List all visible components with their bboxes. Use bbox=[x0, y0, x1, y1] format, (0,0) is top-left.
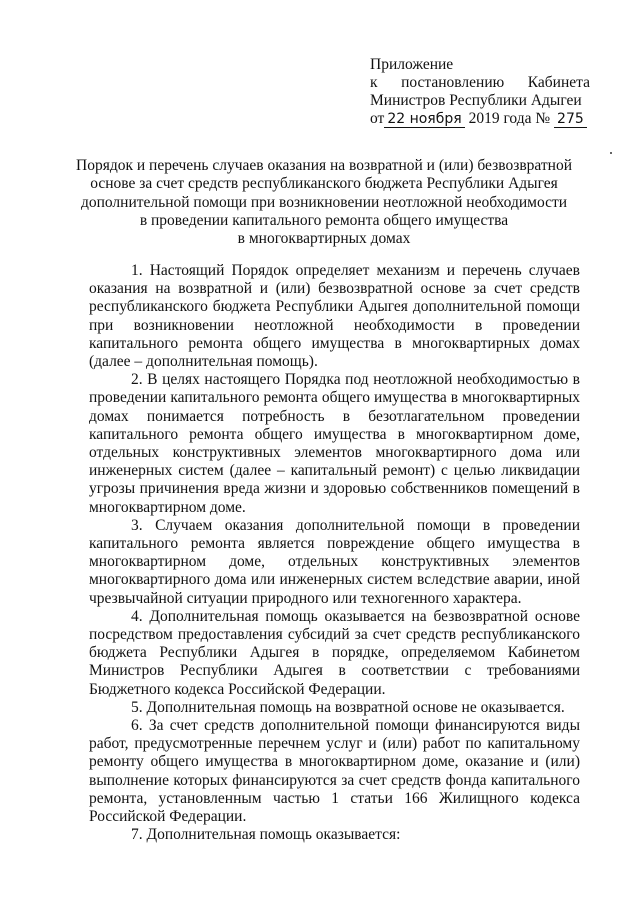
handwritten-date: 22 ноября bbox=[384, 112, 464, 128]
title-line: Порядок и перечень случаев оказания на возвратной и (или) безвозвратной bbox=[76, 157, 572, 174]
appendix-label: Приложение bbox=[370, 56, 454, 73]
appendix-header bbox=[370, 56, 590, 128]
title-line: дополнительной помощи при возникновении неотложной необходимости bbox=[80, 193, 568, 211]
paragraph-4: 4. Дополнительная помощь оказывается на безвозвратной основе посредством предоставления субсидий за счет средств республиканского бюджета Республики Адыгея в порядке, определяемом Кабинетом Министров Республики Адыгея в соответствии с требованиями Бюджетного кодекса Российской Федерации. bbox=[89, 607, 580, 698]
paragraph-3: 3. Случаем оказания дополнительной помощи в проведении капитального ремонта является повреждение общего имущества в многоквартирном доме, отдельных конструктивных элементов многоквартирного дома или инженерных систем вследствие аварии, иной чрезвычайной ситуации природного или техногенного характера. bbox=[89, 516, 580, 607]
appendix-authority: Министров Республики Адыгеи bbox=[370, 92, 582, 109]
paragraph-6: 6. За счет средств дополнительной помощи финансируются виды работ, предусмотренные перечнем услуг и (или) работ по капитальному ремонту общего имущества в многоквартирном доме, оказание и (или) выполнение которых финансируются за счет средств фонда капитального ремонта, установленным частью 1 статьи 166 Жилищного кодекса Российской Федерации. bbox=[89, 717, 580, 826]
paragraph-5: 5. Дополнительная помощь на возвратной основе не оказывается. bbox=[131, 698, 565, 716]
title-line: в проведении капитального ремонта общего имущества bbox=[139, 211, 509, 229]
title-line: основе за счет средств республиканского бюджета Республики Адыгея bbox=[90, 175, 558, 193]
appendix-word: Кабинета bbox=[527, 74, 590, 91]
document-body bbox=[89, 262, 580, 845]
appendix-word: к bbox=[370, 74, 378, 91]
appendix-date-line bbox=[370, 110, 590, 128]
paragraph-7: 7. Дополнительная помощь оказывается: bbox=[131, 826, 401, 844]
paragraph-1: 1. Настоящий Порядок определяет механизм и перечень случаев оказания на возвратной и (или) безвозвратной основе за счет средств республиканского бюджета Республики Адыгея дополнительной помощи при возникновении неотложной необходимости в проведении капитального ремонта общего имущества в многоквартирных домах (далее – дополнительная помощь). bbox=[89, 262, 580, 371]
paragraph-2: 2. В целях настоящего Порядка под неотложной необходимостью в проведении капитального ремонта общего имущества в многоквартирных домах понимается потребность в безотлагательном проведении капитального ремонта общего имущества в многоквартирном доме, отдельных конструктивных элементов многоквартирного дома или инженерных систем (далее – капитальный ремонт) с целью ликвидации угрозы причинения вреда жизни и здоровью собственников помещений в многоквартирном доме. bbox=[89, 371, 580, 516]
appendix-resolution-line bbox=[370, 74, 590, 92]
document-title bbox=[70, 157, 578, 248]
scan-speck bbox=[610, 152, 612, 154]
appendix-word: постановлению bbox=[401, 74, 505, 91]
year-text: 2019 года № bbox=[468, 110, 551, 127]
handwritten-number: 275 bbox=[554, 112, 587, 128]
title-line: в многоквартирных домах bbox=[237, 230, 411, 248]
date-prefix: от bbox=[370, 110, 385, 127]
